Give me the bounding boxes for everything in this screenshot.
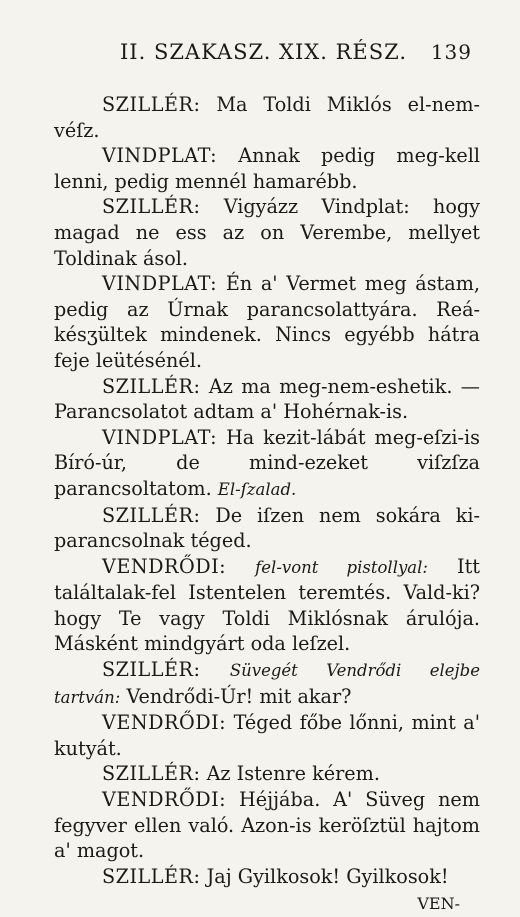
speaker-name: SZILLÉR: bbox=[102, 93, 201, 116]
dialogue-line bbox=[54, 194, 480, 271]
catchword: VEN- bbox=[417, 894, 460, 914]
line-text: Annak pedig meg-kell lenni, pedig mennél hamarébb. bbox=[54, 144, 481, 193]
speaker-name: SZILLÉR: bbox=[102, 762, 201, 786]
dialogue-line bbox=[54, 761, 480, 787]
running-title: II. SZAKASZ. XIX. RÉSZ. bbox=[120, 40, 408, 64]
stage-direction: Süvegét Vendrődi elejbe tartván: bbox=[54, 661, 480, 707]
line-text: Itt találtalak-fel Istentelen teremtés. Vald-ki? hogy Te vagy Toldi Miklósnak árulója. Másként mindgyárt oda leſzel. bbox=[54, 554, 481, 656]
line-text: Téged főbe lőnni, mint a' kutyát. bbox=[54, 711, 480, 760]
speaker-name: VINDPLAT: bbox=[102, 272, 218, 296]
speaker-name: SZILLÉR: bbox=[102, 658, 201, 682]
line-text: Az ma meg-nem-eshetik. — Parancsolatot adtam a' Hohérnak-is. bbox=[54, 374, 480, 424]
dialogue-line bbox=[54, 374, 480, 425]
page-header bbox=[120, 40, 472, 64]
dialogue-line bbox=[54, 864, 480, 890]
dialogue-line bbox=[54, 554, 480, 657]
line-text: Héjjába. A' Süveg nem fegyver ellen való. Azon-is keröſztül hajtom a' magot. bbox=[54, 788, 480, 863]
speaker-name: VINDPLAT: bbox=[102, 144, 218, 168]
page-number: 139 bbox=[430, 40, 472, 64]
line-text: Ma Toldi Miklós el-nem-véſz. bbox=[54, 93, 480, 142]
dialogue-line bbox=[54, 710, 480, 761]
dialogue-line bbox=[54, 271, 480, 373]
dialogue-line bbox=[54, 657, 480, 710]
stage-direction: fel-vont pistollyal: bbox=[255, 557, 428, 577]
line-text: Jaj Gyilkosok! Gyilkosok! bbox=[206, 864, 449, 888]
dialogue-line bbox=[54, 92, 480, 143]
speaker-name: VENDRŐDI: bbox=[102, 711, 227, 735]
dialogue-line bbox=[54, 503, 480, 554]
dialogue-line bbox=[54, 143, 480, 194]
line-text: Ha kezit-lábát meg-eſzi-is Bíró-úr, de mind-ezeket viſzſza parancsoltatom. bbox=[54, 425, 480, 500]
speaker-name: VENDRŐDI: bbox=[102, 788, 227, 812]
line-text: Én a' Vermet meg ástam, pedig az Úrnak parancsolattyára. Reá-késʒültek mindenek. Nincs egyébb hátra feje leütésénél. bbox=[54, 272, 480, 372]
line-text: Az Istenre kérem. bbox=[206, 762, 380, 786]
dialogue-line bbox=[54, 787, 480, 864]
speaker-name: SZILLÉR: bbox=[102, 195, 201, 219]
line-text: Vigyázz Vindplat: hogy magad ne ess az on Verembe, mellyet Toldinak ásol. bbox=[54, 195, 480, 270]
line-text: Vendrődi-Úr! mit akar? bbox=[126, 684, 352, 708]
speaker-name: SZILLÉR: bbox=[102, 503, 201, 527]
line-text: De iſzen nem sokára ki-parancsolnak téged. bbox=[54, 503, 480, 553]
speaker-name: SZILLÉR: bbox=[102, 864, 201, 888]
speaker-name: SZILLÉR: bbox=[102, 374, 201, 398]
speaker-name: VINDPLAT: bbox=[102, 425, 218, 449]
dialogue-line bbox=[54, 425, 480, 503]
stage-direction: El-ſzalad. bbox=[217, 479, 297, 499]
play-text bbox=[54, 92, 480, 917]
speaker-name: VENDRŐDI: bbox=[102, 554, 227, 578]
